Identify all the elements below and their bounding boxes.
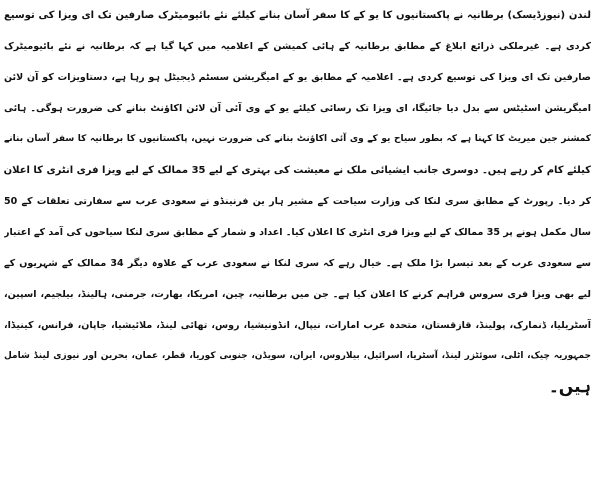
article-line-10: لیے بھی ویزا فری سروس فراہم کرنے کا اعلان کیا ہے۔ جن میں برطانیہ، چین، امریکا، بھارت، جرمنی، ہالینڈ، بیلجیم، اسپین، <box>4 289 591 300</box>
article-line-12: جمہوریہ چیک، اٹلی، سوئٹزر لینڈ، آسٹریا، اسرائیل، بیلاروس، ایران، سویڈن، جنوبی کوریا، قطر، عمان، بحرین اور نیوزی لینڈ شامل <box>4 351 591 361</box>
article-line-2: کردی ہے۔ غیرملکی ذرائع ابلاغ کے مطابق برطانیہ کے ہائی کمیشن کے اعلامیہ میں کہا گیا ہے کہ برطانیہ نے نئے بائیومیٹرک <box>4 41 591 52</box>
article-line-4: امیگریشن اسٹیٹس سے بدل دیا جائیگا، ای ویزا تک رسائی کیلئے یو کے وی آئی آن لائن اکاؤنٹ بنانے کی ضرورت ہوگی۔ ہائی <box>4 103 591 114</box>
article-line-1: لندن (نیوزڈیسک) برطانیہ نے پاکستانیوں کا یو کے کا سفر آسان بنانے کیلئے نئے بائیومیٹرک صارفین تک ای ویزا کی توسیع <box>4 10 591 21</box>
article-line-3: صارفین تک ای ویزا کی توسیع کردی ہے۔ اعلامیہ کے مطابق یو کے امیگریشن سسٹم ڈیجیٹل ہو رہا ہے، دستاویزات کو آن لائن <box>4 72 591 83</box>
article-line-5: کمشنر جین میریٹ کا کہنا ہے کہ بطور سیاح یو کے وی آئی اکاؤنٹ بنانے کی ضرورت نہیں، پاکستانیوں کا برطانیہ کا سفر آسان بنانے <box>4 134 591 144</box>
article-line-11: آسٹریلیا، ڈنمارک، پولینڈ، قازقستان، متحدہ عرب امارات، نیپال، انڈونیشیا، روس، تھائی لینڈ، ملائیشیا، جاپان، فرانس، کینیڈا، <box>4 320 591 331</box>
article-line-9: سے سعودی عرب کے بعد تیسرا بڑا ملک ہے۔ خیال رہے کہ سری لنکا نے سعودی عرب کے علاوہ دیگر 34 ممالک کے شہریوں کے <box>4 258 591 269</box>
article-line-6: کیلئے کام کر رہے ہیں۔ دوسری جانب ایشیائی ملک نے معیشت کی بہتری کے لیے 35 ممالک کے لیے ویزا فری انٹری کا اعلان <box>4 165 591 176</box>
article-line-13: ہیں۔ <box>548 377 591 397</box>
article-line-7: کر دیا۔ رپورٹ کے مطابق سری لنکا کی وزارت سیاحت کے مشیر ہار ین فرنینڈو نے سعودی عرب سے سفارتی تعلقات کے 50 <box>4 196 591 207</box>
article-line-8: سال مکمل ہونے پر 35 ممالک کے لیے ویزا فری انٹری کا اعلان کیا۔ اعداد و شمار کے مطابق سری لنکا سیاحوں کی آمد کے اعتبار <box>4 227 591 238</box>
